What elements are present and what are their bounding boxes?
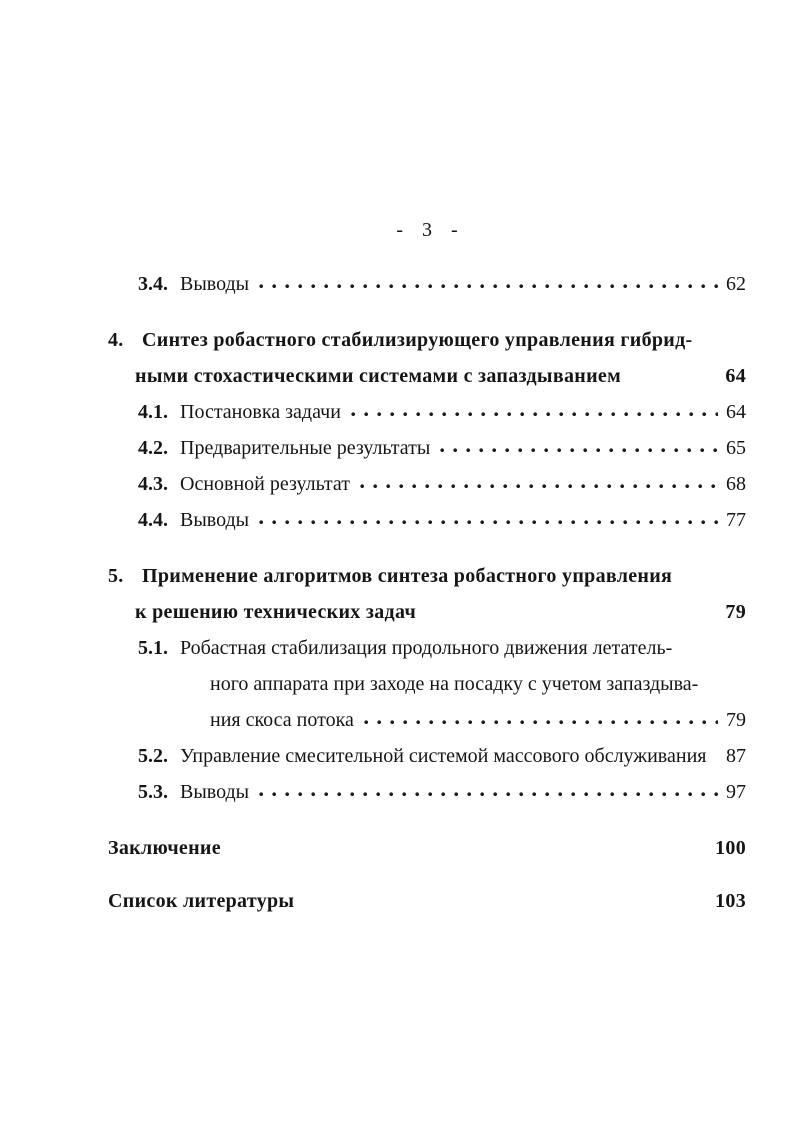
toc-entry-title: Основной результат <box>180 473 351 495</box>
toc-entry-page: 97 <box>726 781 746 803</box>
toc-entry-page: 100 <box>715 837 746 859</box>
toc-entry <box>108 266 746 302</box>
toc-entry-page: 62 <box>726 273 746 295</box>
toc-entry <box>108 394 746 430</box>
toc-entry-page: 79 <box>726 709 746 731</box>
toc-entry-line-2 <box>108 666 746 702</box>
toc-entry-line-3 <box>108 702 746 738</box>
toc-backmatter-entry <box>108 830 746 866</box>
table-of-contents <box>108 212 746 919</box>
toc-entry-number: 3.4. <box>138 273 168 295</box>
toc-entry <box>108 502 746 538</box>
toc-entry-page: 64 <box>726 401 746 423</box>
toc-entry-number: 4.1. <box>138 401 168 423</box>
toc-entry <box>108 466 746 502</box>
toc-entry-number: 4.4. <box>138 509 168 531</box>
toc-entry-page: 68 <box>726 473 746 495</box>
page-number-header: - 3 - <box>396 219 458 241</box>
dot-leader <box>259 284 718 290</box>
toc-entry-title: Выводы <box>180 273 250 295</box>
toc-entry-page: 79 <box>725 601 746 623</box>
toc-entry-page: 103 <box>715 890 746 912</box>
toc-entry-number: 5.3. <box>138 781 168 803</box>
dot-leader <box>259 792 718 798</box>
toc-entry-title: Робастная стабилизация продольного движения летатель- <box>180 637 673 659</box>
toc-entry-title: Постановка задачи <box>180 401 341 423</box>
toc-entry-title: Синтез робастного стабилизирующего управления гибрид- <box>142 329 693 351</box>
dot-leader <box>440 448 718 454</box>
toc-entry-line-1 <box>108 630 746 666</box>
toc-entry-title: Заключение <box>108 837 221 859</box>
toc-entry-number: 5.1. <box>138 637 168 659</box>
toc-chapter-line-2 <box>108 358 746 394</box>
toc-entry-title: Предварительные результаты <box>180 437 431 459</box>
toc-entry-multiline <box>108 630 746 738</box>
toc-entry-title: Список литературы <box>108 890 295 912</box>
toc-entry-title: Выводы <box>180 509 250 531</box>
toc-backmatter-entry <box>108 883 746 919</box>
toc-entry-title: Управление смесительной системой массового обслуживания <box>180 745 707 767</box>
toc-entry-number: 4. <box>108 329 124 351</box>
toc-entry-title: ного аппарата при заходе на посадку с учетом запаздыва- <box>210 673 699 695</box>
toc-entry-title: Применение алгоритмов синтеза робастного управления <box>142 565 673 587</box>
dot-leader <box>360 484 718 490</box>
toc-chapter-line-1 <box>108 322 746 358</box>
toc-chapter-entry <box>108 322 746 394</box>
dot-leader <box>351 412 718 418</box>
toc-entry-title: ния скоса потока <box>210 709 354 731</box>
toc-entry <box>108 430 746 466</box>
toc-entry-title: Выводы <box>180 781 250 803</box>
dot-leader <box>259 520 718 526</box>
toc-entry <box>108 738 746 774</box>
toc-entry-title: к решению технических задач <box>135 601 417 623</box>
toc-chapter-line-2 <box>108 594 746 630</box>
toc-entry-page: 77 <box>726 509 746 531</box>
toc-entry-page: 65 <box>726 437 746 459</box>
toc-entry-number: 5.2. <box>138 745 168 767</box>
toc-entry-title: ными стохастическими системами с запаздыванием <box>135 365 621 387</box>
toc-entry-number: 4.3. <box>138 473 168 495</box>
toc-entry-number: 4.2. <box>138 437 168 459</box>
toc-chapter-entry <box>108 558 746 630</box>
toc-entry <box>108 774 746 810</box>
toc-entry-number: 5. <box>108 565 124 587</box>
dot-leader <box>364 720 718 726</box>
toc-chapter-line-1 <box>108 558 746 594</box>
toc-entry-page: 87 <box>726 745 746 767</box>
toc-entry-page: 64 <box>725 365 746 387</box>
